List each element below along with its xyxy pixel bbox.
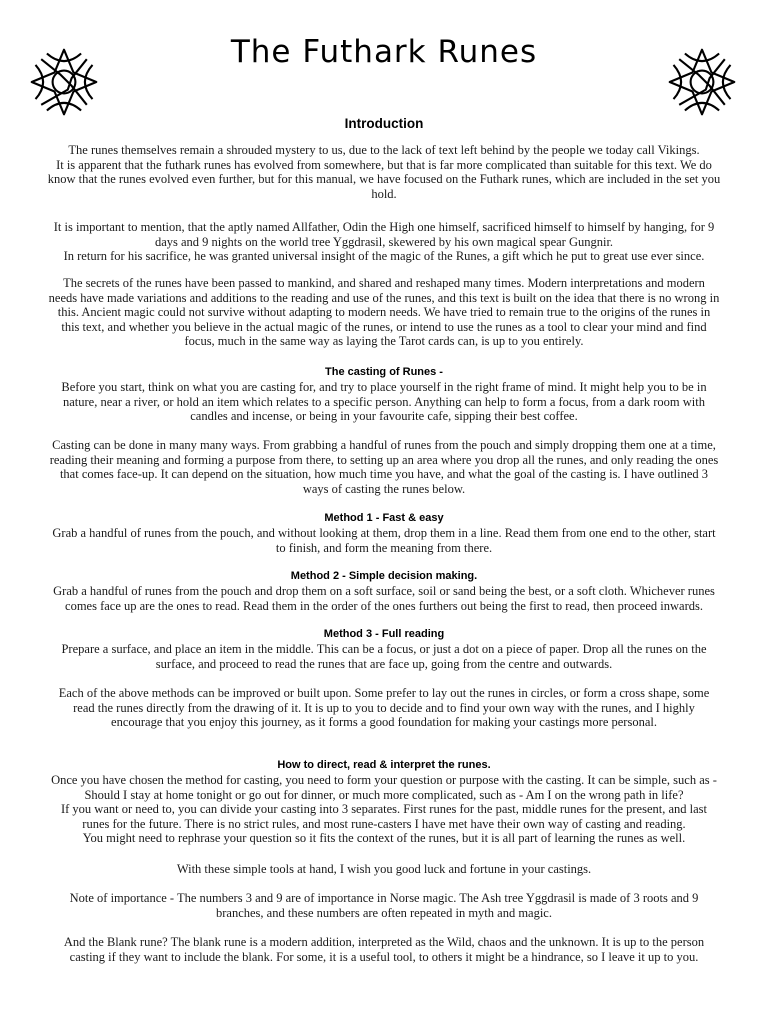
interpret-heading: How to direct, read & interpret the runes. bbox=[277, 759, 491, 771]
note-paragraph: Note of importance - The numbers 3 and 9 are of importance in Norse magic. The Ash tree Yggdrasil is made of 3 roots and 9 branches, and these numbers are often repeated in myth and magic. bbox=[69, 891, 699, 920]
good-luck-paragraph: With these simple tools at hand, I wish you good luck and fortune in your castings. bbox=[176, 862, 592, 876]
method-2-heading: Method 2 - Simple decision making. bbox=[290, 570, 478, 582]
improvement-paragraph: Each of the above methods can be improved or built upon. Some prefer to lay out the runes in circles, or form a cross shape, some read the runes directly from the drawing of it. It is up to you to decide and to find your own way with the runes, and I highly encourage that you enjoy this journey, as it forms a good foundation for making your castings more personal. bbox=[58, 686, 710, 730]
blank-rune-paragraph: And the Blank rune? The blank rune is a modern addition, interpreted as the Wild, chaos and the unknown. It is up to the person casting if they want to include the blank. For some, it is a useful tool, to others it might be a hindrance, so I leave it up to you. bbox=[63, 935, 705, 964]
method-1-paragraph: Grab a handful of runes from the pouch, and without looking at them, drop them in a line. Read them from one end to the other, start to finish, and form the meaning from there. bbox=[52, 526, 716, 555]
method-3-paragraph: Prepare a surface, and place an item in the middle. This can be a focus, or just a dot on a piece of paper. Drop all the runes on the surface, and proceed to read the runes that are face up, going from the centre and outwards. bbox=[61, 642, 707, 671]
casting-paragraph-2: Casting can be done in many many ways. From grabbing a handful of runes from the pouch and simply dropping them one at a time, reading their meaning and forming a purpose from there, to setting up an area where you drop all the runes, and only reading the ones that comes face-up. It can depend on the situation, how much time you have, and what the goal of the casting is. I have outlined 3 ways of casting the runes below. bbox=[49, 438, 719, 496]
introduction-heading: Introduction bbox=[344, 116, 424, 131]
casting-paragraph-1: Before you start, think on what you are casting for, and try to place yourself in the right frame of mind. It might help you to be in nature, near a river, or hold an item which relates to a specific person. Anything can help to form a focus, from a dark room with candles and incense, or being in your favourite cafe, sipping their best coffee. bbox=[61, 380, 707, 424]
casting-heading: The casting of Runes - bbox=[325, 366, 443, 378]
intro-paragraph-3: The secrets of the runes have been passed to mankind, and shared and reshaped many times. Modern interpretations and modern needs have made variations and additions to the reading and use of the runes, and this text is built on the idea that there is no wrong in this. Ancient magic could not survive without adapting to modern needs. We have tried to remain true to the origins of the runes in this text, and whether you believe in the actual magic of the runes, or intend to use the runes as a tool to clear your mind and find focus, much in the same way as laying the Tarot cards can, is up to you entirely. bbox=[48, 276, 720, 349]
page-title: The Futhark Runes bbox=[230, 34, 538, 70]
intro-paragraph-2: It is important to mention, that the aptly named Allfather, Odin the High one himself, sacrificed himself to himself by hanging, for 9 days and 9 nights on the world tree Yggdrasil, skewered by his own magical spear Gungnir. In return for his sacrifice, he was granted universal insight of the magic of the Runes, a gift which he put to great use ever since. bbox=[53, 220, 715, 264]
method-3-heading: Method 3 - Full reading bbox=[323, 628, 445, 640]
interpret-paragraph: Once you have chosen the method for casting, you need to form your question or purpose with the casting. It can be simple, such as - Should I stay at home tonight or go out for dinner, or much more complicated, such as - Am I on the wrong path in life? If you want or need to, you can divide your casting into 3 separates. First runes for the past, middle runes for the present, and last runes for the future. There is no strict rules, and most rune-casters I have met have their own way of casting and reading. You might need to rephrase your question so it fits the context of the runes, but it is all part of learning the runes as well. bbox=[51, 773, 717, 846]
intro-paragraph-1: The runes themselves remain a shrouded mystery to us, due to the lack of text left behind by the people we today call Vikings. It is apparent that the futhark runes has evolved from somewhere, but that is far more complicated than suitable for this text. We do know that the runes evolved even further, but for this manual, we have focused on the Futhark runes, which are included in the set you hold. bbox=[47, 143, 721, 201]
method-2-paragraph: Grab a handful of runes from the pouch and drop them on a soft surface, soil or sand being the best, or a soft cloth. Whichever runes comes face up are the ones to read. Read them in the order of the ones furthers out being the first to read, then proceed inwards. bbox=[53, 584, 715, 613]
method-1-heading: Method 1 - Fast & easy bbox=[324, 512, 444, 524]
